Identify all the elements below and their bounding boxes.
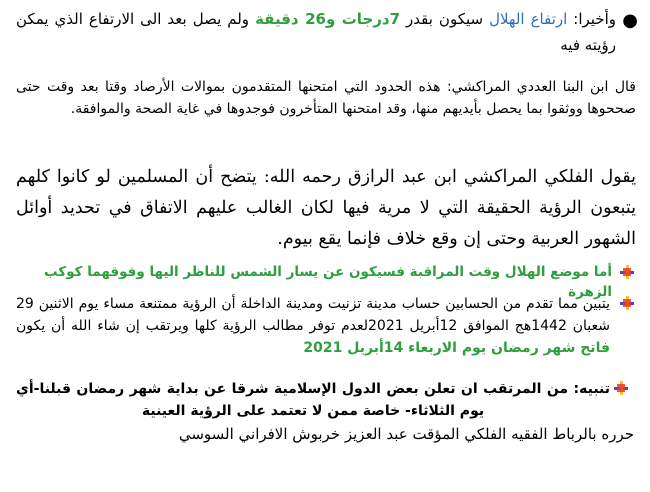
quote-ibn-albanna: قال ابن البنا العددي المراكشي: هذه الحدود التي امتحنها المتقدمون بموالات الأرصاد وقتا بعد وقت حتى صححوها ووثقوا بما يحصل بأيديهم منها، وقد امتحنها المتأخرون فوجدوها في غاية الصحة والموافقة. (16, 79, 636, 117)
bullet-lead: وأخيرا: (567, 10, 616, 28)
ramadan-start-date: فاتح شهر رمضان يوم الاربعاء 14أبريل 2021 (303, 340, 610, 356)
list-item-text: تنبيه: من المرتقب ان تعلن بعض الدول الإسلامية شرقا عن بداية شهر رمضان قبلنا-أي يوم الثلاثاء- خاصة ممن لا تعتمد على الرؤية العينية (16, 381, 610, 419)
list-item-notice (16, 378, 636, 422)
cross-marker-icon (614, 381, 628, 395)
cross-marker-icon (620, 296, 634, 310)
list-item-calculation (16, 293, 636, 359)
cross-marker-icon (620, 265, 634, 279)
quote-ibn-abdelrazeq: يقول الفلكي المراكشي ابن عبد الرازق رحمه الله: يتضح أن المسلمين لو كانوا كلهم يتبعون الرؤية الحقيقة التي لا مرية فيها لكان الغالب عليهم الاتفاق في تحديد أوائل الشهور العربية وحتى إن وقع خلاف فإنما يقع بيوم. (16, 167, 636, 249)
calculation-text: يتبين مما تقدم من الحسابين حساب مدينة تزنيت ومدينة الداخلة أن الرؤية ممتنعة مساء يوم الاثنين 29 شعبان 1442هج الموافق 12أبريل 2021لعدم توفر مطالب الرؤية كلها ويرتقب إن شاء الله أن يكون (16, 296, 610, 334)
altitude-degrees: 7درجات و26 دقيقة (255, 10, 401, 28)
bullet-rest: ولم يصل بعد الى الارتفاع الذي يمكن رؤيته فيه (16, 10, 616, 54)
signature-line: حرره بالرباط الفقيه الفلكي المؤقت عبد العزيز خربوش الافراني السوسي (178, 425, 634, 443)
list-item-text (16, 293, 610, 359)
bullet-paragraph (16, 6, 638, 58)
bullet-mid: سيكون بقدر (400, 10, 490, 28)
bullet-dot-icon: ● (622, 10, 638, 31)
crescent-altitude-link: ارتفاع الهلال (489, 10, 568, 28)
list-item-text: أما موضع الهلال وقت المراقبة فسيكون عن يسار الشمس للناظر اليها وفوقهما كوكب الزهرة (44, 264, 612, 300)
